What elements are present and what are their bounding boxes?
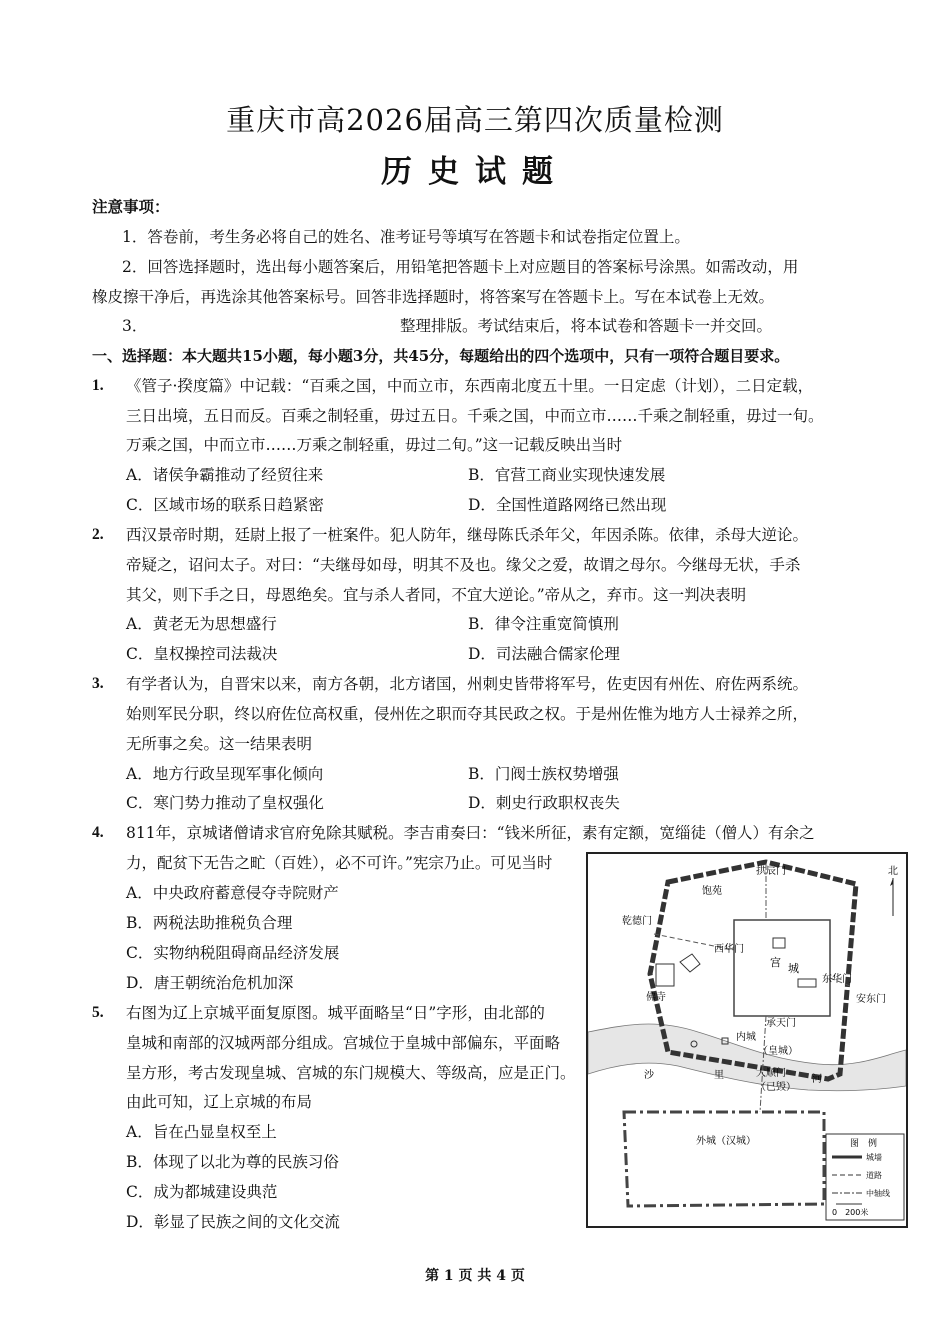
- option-d[interactable]: D．彰显了民族之间的文化交流: [126, 1213, 340, 1231]
- temple-building: [656, 964, 674, 986]
- yinyuan-label: 饱苑: [702, 886, 722, 897]
- river-label-li: 里: [714, 1070, 724, 1081]
- option-c[interactable]: C．成为都城建设典范: [126, 1183, 278, 1201]
- question-line: 由此可知，辽上京城的布局: [126, 1093, 313, 1111]
- inner-city-label: 内城: [736, 1032, 756, 1043]
- site-marker: [680, 954, 700, 972]
- question-line: 万乘之国，中而立市……万乘之制轻重，毋过二旬。”这一记载反映出当时: [126, 436, 623, 454]
- option-c[interactable]: C．区域市场的联系日趋紧密: [126, 496, 324, 514]
- question-line: 《管子·揆度篇》中记载：“百乘之国，中而立市，东西南北度五十里。一日定虑（计划），二日定载，: [126, 377, 814, 395]
- question-line: 力，配贫下无告之甿（百姓），必不可许。”宪宗乃止。可见当时: [126, 854, 553, 872]
- option-a[interactable]: A．地方行政呈现军事化倾向: [126, 765, 324, 783]
- option-d[interactable]: D．刺史行政职权丧失: [468, 794, 620, 812]
- river-label-sha: 沙: [644, 1070, 654, 1081]
- legend-item-road: 道路: [866, 1171, 882, 1180]
- palace-building: [773, 938, 785, 948]
- option-c[interactable]: C．实物纳税阻碍商品经济发展: [126, 944, 340, 962]
- hancheng-wall: [624, 1112, 824, 1206]
- question-number: 4.: [92, 824, 104, 841]
- option-a[interactable]: A．中央政府蓄意侵夺寺院财产: [126, 884, 339, 902]
- option-b[interactable]: B．体现了以北为尊的民族习俗: [126, 1153, 339, 1171]
- question-line: 始则军民分职，终以府佐位高权重，侵州佐之职而夺其民政之权。于是州佐惟为地方人士禄养之所，: [126, 705, 809, 723]
- palace-label-2: 城: [788, 962, 799, 975]
- notice-item-2: 2．回答选择题时，选出每小题答案后，用铅笔把答题卡上对应题目的答案标号涂黑。如需改动，用: [122, 258, 799, 276]
- gongchen-gate-label: 拱辰门: [756, 866, 786, 877]
- chengtian-gate-label: 承天门: [766, 1018, 796, 1029]
- option-b[interactable]: B．官营工商业实现快速发展: [468, 466, 666, 484]
- option-d[interactable]: D．司法融合儒家伦理: [468, 645, 620, 663]
- notice-item-3-num: 3．: [122, 317, 148, 335]
- huangcheng-label: （皇城）: [758, 1046, 798, 1057]
- option-a[interactable]: A．黄老无为思想盛行: [126, 615, 277, 633]
- destroyed-label: （已毁）: [756, 1082, 796, 1093]
- donghua-gate-label: 东华门: [822, 974, 852, 985]
- option-a[interactable]: A．诸侯争霸推动了经贸往来: [126, 466, 324, 484]
- temple-label: 佛寺: [646, 992, 666, 1003]
- question-line: 三日出境，五日而反。百乘之制轻重，毋过五日。千乘之国，中而立市……千乘之制轻重，毋过一旬。: [126, 407, 824, 425]
- option-c[interactable]: C．皇权操控司法裁决: [126, 645, 278, 663]
- north-arrow-label: 北: [888, 866, 898, 877]
- question-number: 3.: [92, 675, 104, 692]
- city-plan-figure: [588, 854, 906, 1226]
- notice-heading: 注意事项：: [92, 197, 170, 216]
- question-line: 皇城和南部的汉城两部分组成。宫城位于皇城中部偏东，平面略: [126, 1034, 561, 1052]
- question-number: 2.: [92, 526, 104, 543]
- exam-title: 重庆市高2026届高三第四次质量检测: [226, 103, 724, 137]
- page-footer: 第 1 页 共 4 页: [425, 1268, 525, 1284]
- option-d[interactable]: D．唐王朝统治危机加深: [126, 974, 294, 992]
- notice-item-1: 1．答卷前，考生务必将自己的姓名、准考证号等填写在答题卡和试卷指定位置上。: [122, 228, 690, 246]
- legend-item-axis: 中轴线: [866, 1189, 890, 1198]
- andong-gate-label: 安东门: [856, 994, 886, 1005]
- question-line: 呈方形，考古发现皇城、宫城的东门规模大、等级高，应是正门。: [126, 1064, 576, 1082]
- question-line: 其父，则下手之日，母恩绝矣。宜与杀人者同，不宜大逆论。”帝从之，弃市。这一判决表明: [126, 586, 747, 604]
- palace-city: [734, 920, 830, 1016]
- section-heading: 一、选择题：本大题共15小题，每小题3分，共45分，每题给出的四个选项中，只有一项符合题目要求。: [92, 347, 790, 365]
- question-number: 5.: [92, 1004, 104, 1021]
- outer-city-label: 外城（汉城）: [696, 1136, 756, 1147]
- option-d[interactable]: D．全国性道路网络已然出现: [468, 496, 667, 514]
- legend-title: 图 例: [850, 1139, 878, 1149]
- option-b[interactable]: B．门阀士族权势增强: [468, 765, 619, 783]
- option-a[interactable]: A．旨在凸显皇权至上: [126, 1123, 277, 1141]
- qiande-gate-label: 乾德门: [622, 916, 652, 927]
- shangjing-city-map: [586, 852, 908, 1228]
- notice-item-3-text: 整理排版。考试结束后，将本试卷和答题卡一并交回。: [400, 317, 773, 335]
- question-number: 1.: [92, 377, 104, 394]
- dashun-gate-label: 大顺门: [756, 1068, 786, 1079]
- question-line: 西汉景帝时期，廷尉上报了一桩案件。犯人防年，继母陈氏杀年父，年因杀陈。依律，杀母大逆论。: [126, 526, 809, 544]
- option-c[interactable]: C．寒门势力推动了皇权强化: [126, 794, 324, 812]
- question-line: 右图为辽上京城平面复原图。城平面略呈“日”字形，由北部的: [126, 1004, 545, 1022]
- legend-scale: 0 200米: [832, 1208, 869, 1217]
- notice-item-2-cont: 橡皮擦干净后，再选涂其他答案标号。回答非选择题时，将答案写在答题卡上。写在本试卷上无效。: [92, 288, 775, 306]
- legend-item-wall: 城墙: [866, 1153, 882, 1162]
- exam-subtitle: 历史试题: [381, 154, 569, 190]
- river-label-he: 河: [812, 1074, 822, 1085]
- question-line: 帝疑之，诏问太子。对曰：“夫继母如母，明其不及也。缘父之爱，故谓之母尔。今继母无状，手杀: [126, 556, 801, 574]
- question-line: 无所事之矣。这一结果表明: [126, 735, 313, 753]
- palace-label-1: 宫: [770, 956, 781, 969]
- option-b[interactable]: B．两税法助推税负合理: [126, 914, 293, 932]
- palace-building: [798, 979, 816, 987]
- xihua-gate-label: 西华门: [714, 944, 744, 955]
- question-line: 有学者认为，自晋宋以来，南方各朝，北方诸国，州刺史皆带将军号，佐吏因有州佐、府佐两系统。: [126, 675, 809, 693]
- option-b[interactable]: B．律令注重宽简慎刑: [468, 615, 619, 633]
- question-line: 811年，京城诸僧请求官府免除其赋税。李吉甫奏曰：“钱米所征，素有定额，宽缁徒（僧人）有余之: [126, 824, 815, 842]
